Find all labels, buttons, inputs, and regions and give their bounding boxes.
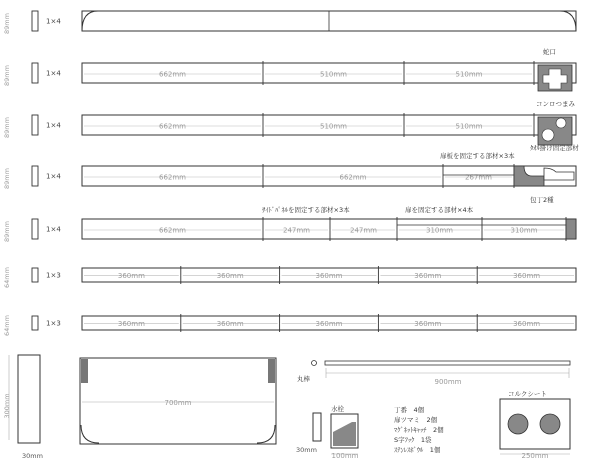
board-segment-label: 510mm bbox=[320, 70, 347, 79]
stove-burner-left bbox=[508, 414, 528, 434]
board-row-3 bbox=[3, 100, 579, 152]
board-profile bbox=[32, 11, 38, 31]
board-segment-label: 360mm bbox=[513, 320, 541, 329]
part-label: コンロつまみ bbox=[536, 100, 575, 108]
dowel-rod bbox=[325, 361, 570, 365]
large-panel-length-label: 700mm bbox=[164, 399, 192, 407]
board-segment-label: 360mm bbox=[315, 320, 343, 329]
boards-layer bbox=[3, 11, 579, 336]
board-size-label: 1×4 bbox=[46, 69, 61, 78]
dowel-length-label: 900mm bbox=[434, 378, 462, 386]
board-segment-label: 360mm bbox=[117, 272, 145, 281]
board-segment-label: 247mm bbox=[283, 226, 310, 235]
board-profile bbox=[32, 115, 38, 135]
part-label-2: ﾀｵﾙ掛け固定部材 bbox=[530, 144, 579, 152]
board-width-label: 64mm bbox=[3, 315, 11, 336]
board-segment-label: 662mm bbox=[159, 226, 186, 235]
board-row-7 bbox=[3, 314, 576, 336]
part-label: 扉板を固定する部材×3本 bbox=[440, 152, 515, 160]
board-width-label: 89mm bbox=[3, 221, 11, 242]
board-segment-label: 310mm bbox=[510, 226, 538, 235]
board-segment-label: 360mm bbox=[414, 320, 442, 329]
board-segment-label: 662mm bbox=[159, 70, 186, 79]
board-row-5 bbox=[3, 205, 576, 242]
large-panel bbox=[80, 358, 276, 444]
board-size-label: 1×4 bbox=[46, 121, 61, 130]
parts-list-item: 丁番 4個 bbox=[394, 406, 425, 414]
board-size-label: 1×4 bbox=[46, 17, 61, 26]
board-profile bbox=[32, 316, 38, 330]
parts-list-item: 扉ツマミ 2個 bbox=[394, 416, 438, 424]
stove-burner-right bbox=[540, 414, 560, 434]
board-row-1 bbox=[3, 11, 576, 34]
dowel-label: 丸棒 bbox=[297, 375, 310, 383]
side-panel-depth-label: 30mm bbox=[22, 452, 43, 460]
board-size-label: 1×3 bbox=[46, 271, 61, 280]
board-row-2 bbox=[3, 47, 576, 91]
board-width-label: 64mm bbox=[3, 267, 11, 288]
stove bbox=[500, 390, 570, 460]
parts-list bbox=[394, 405, 444, 454]
faucet-side-view bbox=[313, 413, 321, 441]
part-label-2: 扉を固定する部材×4本 bbox=[405, 206, 474, 214]
board-segment-label: 360mm bbox=[216, 272, 244, 281]
board-segment-label: 360mm bbox=[414, 272, 442, 281]
side-panel bbox=[3, 355, 43, 460]
board-size-label: 1×4 bbox=[46, 225, 61, 234]
parts-list-item: ｽﾃﾝﾚｽﾎﾞｳﾙ 1個 bbox=[394, 446, 441, 454]
board-segment-label: 360mm bbox=[513, 272, 541, 281]
board-size-label: 1×3 bbox=[46, 319, 61, 328]
board-segment-label: 360mm bbox=[315, 272, 343, 281]
faucet-width-label: 100mm bbox=[331, 452, 359, 460]
board-segment-label: 510mm bbox=[455, 70, 483, 79]
board-width-label: 89mm bbox=[3, 13, 11, 34]
board-profile bbox=[32, 166, 38, 186]
board-body bbox=[82, 166, 576, 186]
faucet-label: 水栓 bbox=[331, 405, 344, 413]
large-panel-notch-right bbox=[268, 359, 275, 383]
large-panel-notch-left bbox=[81, 359, 88, 383]
parts-list-item: S字ﾌｯｸ 1袋 bbox=[394, 436, 432, 444]
part-label-2: 包丁2種 bbox=[530, 196, 554, 204]
knob-part bbox=[538, 117, 572, 145]
dowel bbox=[297, 361, 570, 387]
parts-list-item: ﾏｸﾞﾈｯﾄｷｬｯﾁ 2個 bbox=[394, 426, 444, 434]
board-width-label: 89mm bbox=[3, 65, 11, 86]
board-segment-label: 510mm bbox=[320, 122, 347, 131]
board-segment-label: 360mm bbox=[117, 320, 145, 329]
board-segment-label: 267mm bbox=[465, 173, 492, 182]
board-segment-label: 510mm bbox=[455, 122, 483, 131]
board-profile bbox=[32, 219, 38, 239]
faucet-depth-label: 30mm bbox=[296, 446, 317, 454]
side-panel-board bbox=[18, 355, 40, 443]
board-segment-label: 662mm bbox=[159, 173, 186, 182]
board-profile bbox=[32, 63, 38, 83]
board-segment-label: 310mm bbox=[426, 226, 453, 235]
board-row-6 bbox=[3, 266, 576, 288]
faucet-block bbox=[296, 404, 359, 460]
board-segment-label: 662mm bbox=[159, 122, 186, 131]
part-label: ｻｲﾄﾞﾊﾟﾈﾙを固定する部材×3本 bbox=[262, 206, 350, 214]
board-body bbox=[82, 219, 576, 239]
stove-label: コルクシート bbox=[508, 390, 547, 398]
part-label: 蛇口 bbox=[543, 48, 556, 56]
board-size-label: 1×4 bbox=[46, 172, 61, 181]
board-width-label: 89mm bbox=[3, 168, 11, 189]
board-segment-label: 662mm bbox=[339, 173, 367, 182]
board-segment-label: 247mm bbox=[350, 226, 377, 235]
side-panel-height-label: 300mm bbox=[3, 393, 11, 419]
board-end-cap bbox=[566, 219, 576, 239]
board-row-4 bbox=[3, 151, 576, 204]
board-segment-label: 360mm bbox=[216, 320, 244, 329]
board-profile bbox=[32, 268, 38, 282]
board-width-label: 89mm bbox=[3, 117, 11, 138]
stove-width-label: 250mm bbox=[521, 452, 549, 460]
